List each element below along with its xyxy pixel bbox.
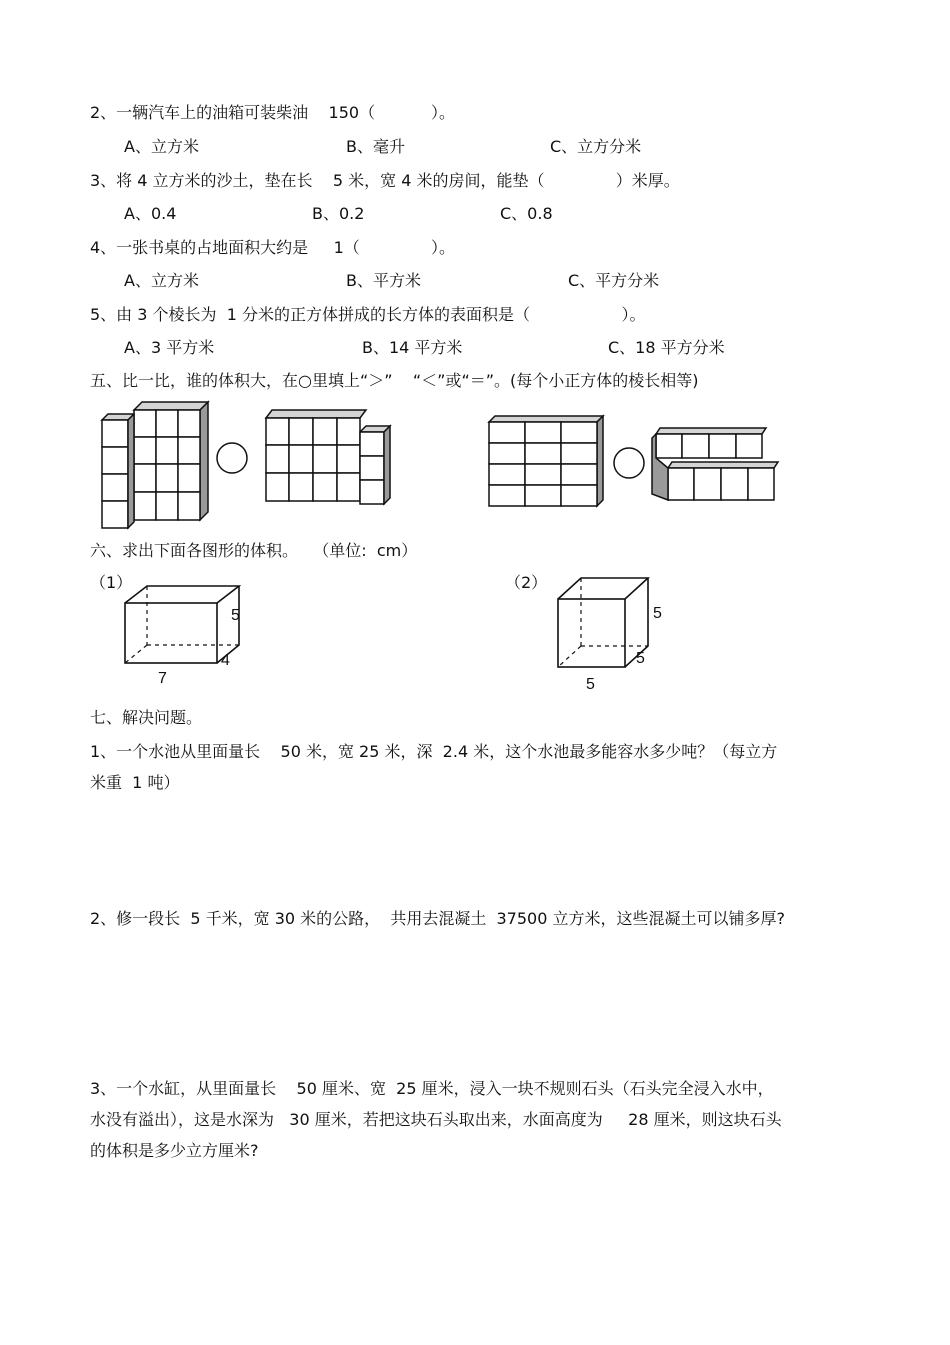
figure-2-label: （2） [505,573,548,592]
section-6-heading: 六、求出下面各图形的体积。 （单位: cm） [90,541,418,560]
cuboid-figure-1 [122,583,252,673]
figure-2-length-label: 5 [586,676,595,693]
question-5-option-c: C、18 平方分米 [608,338,725,357]
compare-circle-right[interactable] [612,446,646,480]
problem-1-line-1: 1、一个水池从里面量长 50 米，宽 25 米，深 2.4 米，这个水池最多能容水多少吨？（每立方 [90,742,778,761]
question-3-option-b: B、0.2 [312,204,365,223]
problem-3-line-2: 水没有溢出），这是水深为 30 厘米，若把这块石头取出来，水面高度为 28 厘米，则这块石头 [90,1110,782,1129]
cube-figure-right-a [485,412,605,512]
question-4-option-b: B、平方米 [346,271,421,290]
section-5-heading: 五、比一比，谁的体积大，在○里填上“＞” “＜”或“＝”。(每个小正方体的棱长相等) [90,371,699,390]
question-5-stem: 5、由 3 个棱长为 1 分米的正方体拼成的长方体的表面积是（ ）。 [90,305,646,324]
figure-2-width-label: 5 [636,650,645,667]
question-5-option-a: A、3 平方米 [124,338,215,357]
problem-3-line-1: 3、一个水缸，从里面量长 50 厘米、宽 25 厘米，浸入一块不规则石头（石头完全浸入水中， [90,1079,774,1098]
figure-1-label: （1） [90,573,133,592]
question-3-option-c: C、0.8 [500,204,553,223]
question-2-stem: 2、一辆汽车上的油箱可装柴油 150（ ）。 [90,103,456,122]
cube-figure-right-b [650,424,780,504]
question-3-stem: 3、将 4 立方米的沙土，垫在长 5 米，宽 4 米的房间，能垫（ ）米厚。 [90,171,680,190]
question-3-option-a: A、0.4 [124,204,177,223]
section-7-heading: 七、解决问题。 [90,708,203,727]
figure-1-length-label: 7 [158,670,167,687]
problem-2: 2、修一段长 5 千米，宽 30 米的公路， 共用去混凝土 37500 立方米，这些混凝土可以铺多厚? [90,909,785,928]
question-2-option-c: C、立方分米 [550,137,642,156]
problem-1-line-2: 米重 1 吨） [90,773,180,792]
question-4-stem: 4、一张书桌的占地面积大约是 1（ ）。 [90,238,455,257]
compare-circle-left[interactable] [215,441,249,475]
question-4-option-c: C、平方分米 [568,271,660,290]
cube-figure-left-b [262,408,392,508]
question-5-option-b: B、14 平方米 [362,338,463,357]
question-2-option-b: B、毫升 [346,137,405,156]
figure-1-width-label: 4 [221,652,230,669]
cube-figure-left-a [98,400,208,530]
problem-3-line-3: 的体积是多少立方厘米? [90,1141,259,1160]
figure-1-height-label: 5 [231,607,240,624]
question-4-option-a: A、立方米 [124,271,199,290]
figure-2-height-label: 5 [653,605,662,622]
question-2-option-a: A、立方米 [124,137,199,156]
